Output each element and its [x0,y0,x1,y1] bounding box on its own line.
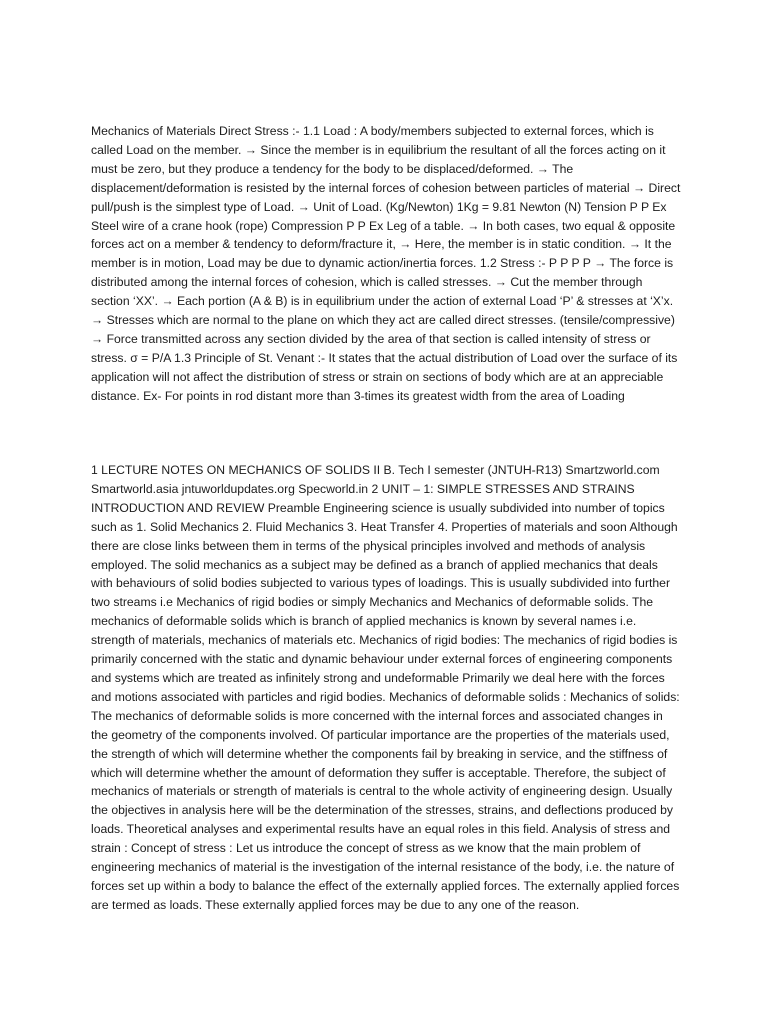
paragraph-direct-stress: Mechanics of Materials Direct Stress :- 1.1 Load : A body/members subjected to external forces, which is called Load on the member. → Since the member is in equilibrium the resultant of all the forces acting on it must be zero, but they produce a tendency for the body to be displaced/deformed. → The displacement/deformation is resisted by the internal forces of cohesion between particles of material → Direct pull/push is the simplest type of Load. → Unit of Load. (Kg/Newton) 1Kg = 9.81 Newton (N) Tension P P Ex Steel wire of a crane hook (rope) Compression P P Ex Leg of a table. → In both cases, two equal & opposite forces act on a member & tendency to deform/fracture it, → Here, the member is in static condition. → It the member is in motion, Load may be due to dynamic action/inertia forces. 1.2 Stress :- P P P P → The force is distributed among the internal forces of cohesion, which is called stresses. → Cut the member through section ‘XX’. → Each portion (A & B) is in equilibrium under the action of external Load ‘P’ & stresses at ‘X’x. → Stresses which are normal to the plane on which they act are called direct stresses. (tensile/compressive) → Force transmitted across any section divided by the area of that section is called intensity of stress or stress. σ = P/A 1.3 Principle of St. Venant :- It states that the actual distribution of Load over the surface of its application will not affect the distribution of stress or strain on sections of body which are at an appreciable distance. Ex- For points in rod distant more than 3-times its greatest width from the area of Loading [91,124,681,403]
paragraph-lecture-notes: 1 LECTURE NOTES ON MECHANICS OF SOLIDS II B. Tech I semester (JNTUH-R13) Smartzworld.com Smartworld.asia jntuworldupdates.org Specworld.in 2 UNIT – 1: SIMPLE STRESSES AND STRAINS INTRODUCTION AND REVIEW Preamble Engineering science is usually subdivided into number of topics such as 1. Solid Mechanics 2. Fluid Mechanics 3. Heat Transfer 4. Properties of materials and soon Although there are close links between them in terms of the physical principles involved and methods of analysis employed. The solid mechanics as a subject may be defined as a branch of applied mechanics that deals with behaviours of solid bodies subjected to various types of loadings. This is usually subdivided into further two streams i.e Mechanics of rigid bodies or simply Mechanics and Mechanics of deformable solids. The mechanics of deformable solids which is branch of applied mechanics is known by several names i.e. strength of materials, mechanics of materials etc. Mechanics of rigid bodies: The mechanics of rigid bodies is primarily concerned with the static and dynamic behaviour under external forces of engineering components and systems which are treated as infinitely strong and undeformable Primarily we deal here with the forces and motions associated with particles and rigid bodies. Mechanics of deformable solids : Mechanics of solids: The mechanics of deformable solids is more concerned with the internal forces and associated changes in the geometry of the components involved. Of particular importance are the properties of the materials used, the strength of which will determine whether the components fail by breaking in service, and the stiffness of which will determine whether the amount of deformation they suffer is acceptable. Therefore, the subject of mechanics of materials or strength of materials is central to the whole activity of engineering design. Usually the objectives in analysis here will be the determination of the stresses, strains, and deflections produced by loads. Theoretical analyses and experimental results have an equal roles in this field. Analysis of stress and strain : Concept of stress : Let us introduce the concept of stress as we know that the main problem of engineering mechanics of material is the investigation of the internal resistance of the body, i.e. the nature of forces set up within a body to balance the effect of the externally applied forces. The externally applied forces are termed as loads. These externally applied forces may be due to any one of the reason. [91,463,680,912]
